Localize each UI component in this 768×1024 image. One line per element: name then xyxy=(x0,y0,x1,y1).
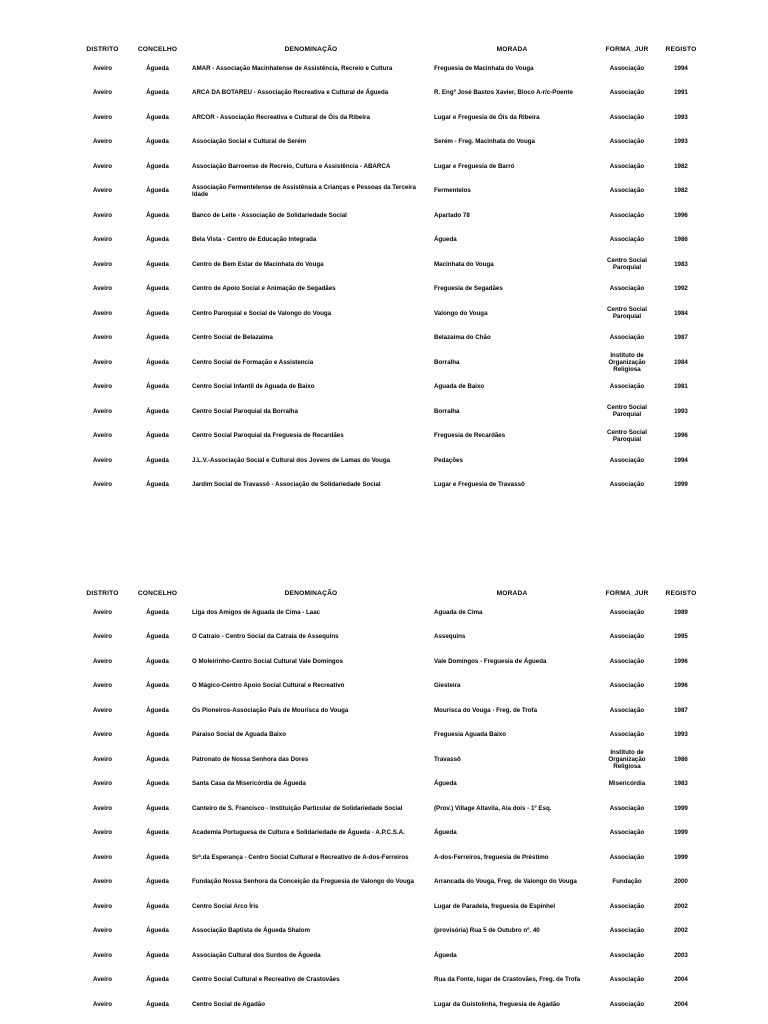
cell-morada: Giesteira xyxy=(434,682,461,690)
cell-denominacao: Centro Social de Agadão xyxy=(192,1000,266,1008)
cell-concelho: Águeda xyxy=(146,187,169,195)
cell-concelho: Águeda xyxy=(146,633,169,641)
table-header xyxy=(80,42,700,56)
cell-forma-jur: Centro Social Paroquial xyxy=(607,306,647,321)
cell-distrito: Aveiro xyxy=(92,755,113,763)
cell-concelho: Águeda xyxy=(146,334,169,342)
cell-concelho: Águeda xyxy=(146,211,169,219)
cell-forma-jur: Associação xyxy=(609,64,645,72)
cell-morada: Arrancada do Vouga, Freg. de Valongo do Vouga xyxy=(434,878,577,886)
cell-registo: 1987 xyxy=(674,706,688,714)
header-denominacao: DENOMINAÇÃO xyxy=(284,589,338,597)
cell-morada: Mourisca do Vouga - Freg. de Trofa xyxy=(434,706,538,714)
cell-morada: Freguesia de Recardães xyxy=(434,432,506,440)
cell-concelho: Águeda xyxy=(146,407,169,415)
cell-concelho: Águeda xyxy=(146,138,169,146)
cell-forma-jur: Associação xyxy=(609,383,645,391)
cell-registo: 1984 xyxy=(674,309,688,317)
cell-registo: 1991 xyxy=(674,89,688,97)
cell-morada: Belazaima do Chão xyxy=(434,334,491,342)
cell-denominacao: AMAR - Associação Macinhatense de Assistência, Recreio e Cultura xyxy=(192,64,393,72)
cell-distrito: Aveiro xyxy=(92,829,113,837)
cell-forma-jur: Instituto de Organização Religiosa xyxy=(608,351,646,373)
cell-distrito: Aveiro xyxy=(92,951,113,959)
table-row xyxy=(80,252,700,277)
cell-distrito: Aveiro xyxy=(92,853,113,861)
cell-morada: Apartado 78 xyxy=(434,211,470,219)
cell-distrito: Aveiro xyxy=(92,780,113,788)
cell-concelho: Águeda xyxy=(146,780,169,788)
cell-forma-jur: Centro Social Paroquial xyxy=(607,428,647,443)
cell-morada: Freguesia de Macinhata do Vouga xyxy=(434,64,534,72)
cell-concelho: Águeda xyxy=(146,285,169,293)
table-row xyxy=(80,203,700,228)
cell-distrito: Aveiro xyxy=(92,89,113,97)
cell-distrito: Aveiro xyxy=(92,260,113,268)
cell-concelho: Águeda xyxy=(146,113,169,121)
table-row xyxy=(80,919,700,944)
cell-morada: Rua da Fonte, lugar de Crastovães, Freg. de Trofa xyxy=(434,976,581,984)
cell-registo: 1993 xyxy=(674,731,688,739)
cell-forma-jur: Associação xyxy=(609,1000,645,1008)
cell-denominacao: Centro Social Paroquial da Borralha xyxy=(192,407,298,415)
cell-concelho: Águeda xyxy=(146,309,169,317)
cell-denominacao: Associação Baptista de Águeda Shalom xyxy=(192,927,310,935)
cell-denominacao: Centro de Bem Estar de Macinhata do Vouga xyxy=(192,260,324,268)
cell-forma-jur: Associação xyxy=(609,211,645,219)
cell-denominacao: O Mágico-Centro Apoio Social Cultural e Recreativo xyxy=(192,682,345,690)
cell-denominacao: Patronato de Nossa Senhora das Dores xyxy=(192,755,309,763)
cell-forma-jur: Associação xyxy=(609,927,645,935)
cell-registo: 1996 xyxy=(674,432,688,440)
table-row xyxy=(80,649,700,674)
table-row xyxy=(80,894,700,919)
cell-registo: 1987 xyxy=(674,334,688,342)
cell-denominacao: Banco de Leite - Associação de Solidariedade Social xyxy=(192,211,347,219)
table-row xyxy=(80,56,700,81)
cell-morada: Águeda xyxy=(434,236,457,244)
cell-denominacao: Canteiro de S. Francisco - Instituição Particular de Solidariedade Social xyxy=(192,804,403,812)
cell-denominacao: Centro Social Infantil de Aguada de Baixo xyxy=(192,383,315,391)
cell-distrito: Aveiro xyxy=(92,878,113,886)
cell-registo: 1986 xyxy=(674,755,688,763)
cell-forma-jur: Centro Social Paroquial xyxy=(607,257,647,272)
cell-concelho: Águeda xyxy=(146,878,169,886)
cell-morada: Freguesia Aguada Baixo xyxy=(434,731,506,739)
cell-forma-jur: Centro Social Paroquial xyxy=(607,404,647,419)
cell-concelho: Águeda xyxy=(146,927,169,935)
cell-forma-jur: Associação xyxy=(609,236,645,244)
cell-morada: Vale Domingos - Freguesia de Águeda xyxy=(434,657,547,665)
cell-distrito: Aveiro xyxy=(92,236,113,244)
table-row xyxy=(80,154,700,179)
table-row xyxy=(80,228,700,253)
cell-distrito: Aveiro xyxy=(92,902,113,910)
cell-denominacao: Centro Paroquial e Social de Valongo do Vouga xyxy=(192,309,332,317)
cell-registo: 1982 xyxy=(674,187,688,195)
cell-distrito: Aveiro xyxy=(92,64,113,72)
table-row xyxy=(80,992,700,1017)
cell-concelho: Águeda xyxy=(146,456,169,464)
cell-registo: 1996 xyxy=(674,657,688,665)
cell-denominacao: Centro Social Cultural e Recreativo de Crastovães xyxy=(192,976,340,984)
cell-forma-jur: Associação xyxy=(609,951,645,959)
cell-denominacao: Jardim Social de Travassô - Associação de Solidariedade Social xyxy=(192,481,381,489)
table-row xyxy=(80,821,700,846)
header-row xyxy=(80,586,700,600)
table-row xyxy=(80,723,700,748)
table-row xyxy=(80,870,700,895)
table-row xyxy=(80,845,700,870)
cell-forma-jur: Associação xyxy=(609,162,645,170)
cell-registo: 1999 xyxy=(674,481,688,489)
cell-distrito: Aveiro xyxy=(92,358,113,366)
cell-denominacao: Santa Casa da Misericórdia de Águeda xyxy=(192,780,306,788)
cell-registo: 1993 xyxy=(674,407,688,415)
table-body xyxy=(80,600,700,1017)
cell-concelho: Águeda xyxy=(146,608,169,616)
cell-distrito: Aveiro xyxy=(92,334,113,342)
cell-distrito: Aveiro xyxy=(92,456,113,464)
table-row xyxy=(80,81,700,106)
header-denominacao: DENOMINAÇÃO xyxy=(284,45,338,53)
cell-concelho: Águeda xyxy=(146,976,169,984)
cell-morada: Serém - Freg. Macinhata do Vouga xyxy=(434,138,535,146)
cell-forma-jur: Associação xyxy=(609,829,645,837)
cell-denominacao: Bela Vista - Centro de Educação Integrada xyxy=(192,236,317,244)
cell-forma-jur: Associação xyxy=(609,902,645,910)
cell-forma-jur: Misericórdia xyxy=(608,780,646,788)
table-header xyxy=(80,586,700,600)
cell-concelho: Águeda xyxy=(146,682,169,690)
cell-distrito: Aveiro xyxy=(92,187,113,195)
cell-concelho: Águeda xyxy=(146,358,169,366)
cell-morada: Aguada de Cima xyxy=(434,608,483,616)
cell-denominacao: Academia Portuguesa de Cultura e Solidariedade de Águeda - A.P.C.S.A. xyxy=(192,829,405,837)
cell-registo: 1993 xyxy=(674,113,688,121)
cell-forma-jur: Fundação xyxy=(612,878,642,886)
cell-morada: Macinhata do Vouga xyxy=(434,260,494,268)
cell-morada: Lugar da Guistolinha, freguesia de Agadão xyxy=(434,1000,560,1008)
cell-morada: Borralha xyxy=(434,407,460,415)
cell-forma-jur: Associação xyxy=(609,481,645,489)
cell-morada: R. Engº José Bastos Xavier, Bloco A-r/c-Poente xyxy=(434,89,573,97)
cell-registo: 1984 xyxy=(674,358,688,366)
cell-morada: Travassô xyxy=(434,755,461,763)
cell-registo: 2004 xyxy=(674,976,688,984)
cell-morada: Borralha xyxy=(434,358,460,366)
cell-morada: Fermentelos xyxy=(434,187,471,195)
cell-forma-jur: Associação xyxy=(609,334,645,342)
cell-morada: Freguesia de Segadães xyxy=(434,285,503,293)
header-concelho: CONCELHO xyxy=(137,45,178,53)
cell-concelho: Águeda xyxy=(146,829,169,837)
cell-forma-jur: Associação xyxy=(609,853,645,861)
cell-registo: 1996 xyxy=(674,682,688,690)
cell-morada: Águeda xyxy=(434,951,457,959)
cell-distrito: Aveiro xyxy=(92,162,113,170)
cell-morada: Lugar e Freguesia de Óis da Ribeira xyxy=(434,113,540,121)
cell-registo: 1986 xyxy=(674,236,688,244)
cell-distrito: Aveiro xyxy=(92,481,113,489)
cell-registo: 1983 xyxy=(674,260,688,268)
cell-registo: 2002 xyxy=(674,902,688,910)
header-morada: MORADA xyxy=(496,589,528,597)
cell-registo: 2000 xyxy=(674,878,688,886)
table-row xyxy=(80,968,700,993)
header-registo: REGISTO xyxy=(665,45,697,53)
header-distrito: DISTRITO xyxy=(86,45,119,53)
cell-distrito: Aveiro xyxy=(92,432,113,440)
cell-morada: (provisória) Rua 5 de Outubro nº. 40 xyxy=(434,927,540,935)
cell-registo: 2002 xyxy=(674,927,688,935)
header-forma-jur: FORMA_JUR xyxy=(605,45,649,53)
cell-forma-jur: Associação xyxy=(609,138,645,146)
cell-registo: 1996 xyxy=(674,211,688,219)
cell-denominacao: ARCOR - Associação Recreativa e Cultural de Óis da Ribeira xyxy=(192,113,370,121)
cell-distrito: Aveiro xyxy=(92,113,113,121)
cell-forma-jur: Associação xyxy=(609,804,645,812)
table-row xyxy=(80,943,700,968)
cell-forma-jur: Associação xyxy=(609,456,645,464)
cell-morada: Valongo do Vouga xyxy=(434,309,488,317)
cell-morada: Aguada de Baixo xyxy=(434,383,485,391)
cell-distrito: Aveiro xyxy=(92,706,113,714)
table-row xyxy=(80,600,700,625)
cell-registo: 1992 xyxy=(674,285,688,293)
header-row xyxy=(80,42,700,56)
table-row xyxy=(80,698,700,723)
cell-morada: Lugar e Freguesia de Travassô xyxy=(434,481,525,489)
cell-concelho: Águeda xyxy=(146,162,169,170)
cell-concelho: Águeda xyxy=(146,64,169,72)
cell-concelho: Águeda xyxy=(146,902,169,910)
cell-denominacao: J.L.V.-Associação Social e Cultural dos Jovens de Lamas do Vouga xyxy=(192,456,391,464)
cell-denominacao: O Moleirinho-Centro Social Cultural Vale Domingos xyxy=(192,657,343,665)
cell-concelho: Águeda xyxy=(146,1000,169,1008)
header-forma-jur: FORMA_JUR xyxy=(605,589,649,597)
header-concelho: CONCELHO xyxy=(137,589,178,597)
cell-denominacao: Os Pioneiros-Associação Pais de Mourisca do Vouga xyxy=(192,706,349,714)
cell-distrito: Aveiro xyxy=(92,407,113,415)
cell-distrito: Aveiro xyxy=(92,608,113,616)
table-row xyxy=(80,796,700,821)
table-row xyxy=(80,375,700,400)
cell-denominacao: Fundação Nossa Senhora da Conceição da Freguesia de Valongo do Vouga xyxy=(192,878,414,886)
cell-denominacao: Associação Cultural dos Surdos de Águeda xyxy=(192,951,321,959)
cell-forma-jur: Instituto de Organização Religiosa xyxy=(608,748,646,770)
cell-distrito: Aveiro xyxy=(92,309,113,317)
cell-forma-jur: Associação xyxy=(609,731,645,739)
cell-denominacao: Srª.da Esperança - Centro Social Cultural e Recreativo de A-dos-Ferreiros xyxy=(192,853,409,861)
cell-registo: 1999 xyxy=(674,829,688,837)
cell-registo: 1994 xyxy=(674,456,688,464)
cell-morada: Pedações xyxy=(434,456,463,464)
cell-forma-jur: Associação xyxy=(609,187,645,195)
table-row xyxy=(80,674,700,699)
cell-distrito: Aveiro xyxy=(92,285,113,293)
table-row xyxy=(80,424,700,449)
table-row xyxy=(80,105,700,130)
cell-denominacao: O Catraio - Centro Social da Catraia de Assequins xyxy=(192,633,339,641)
cell-concelho: Águeda xyxy=(146,731,169,739)
cell-concelho: Águeda xyxy=(146,383,169,391)
cell-morada: Lugar de Paradela, freguesia de Espinhel xyxy=(434,902,556,910)
cell-morada: A-dos-Ferreiros, freguesia de Préstimo xyxy=(434,853,549,861)
header-distrito: DISTRITO xyxy=(86,589,119,597)
table-row xyxy=(80,473,700,498)
cell-forma-jur: Associação xyxy=(609,682,645,690)
cell-denominacao: Centro de Apoio Social e Animação de Segadães xyxy=(192,285,336,293)
cell-registo: 1983 xyxy=(674,780,688,788)
cell-denominacao: Associação Fermentelense de Assistênsia a Crianças e Pessoas da Terceira Idade xyxy=(192,183,416,198)
cell-concelho: Águeda xyxy=(146,853,169,861)
cell-morada: Águeda xyxy=(434,829,457,837)
table-row xyxy=(80,179,700,204)
cell-concelho: Águeda xyxy=(146,951,169,959)
cell-distrito: Aveiro xyxy=(92,633,113,641)
header-morada: MORADA xyxy=(496,45,528,53)
cell-distrito: Aveiro xyxy=(92,927,113,935)
cell-denominacao: Centro Social de Formação e Assistencia xyxy=(192,358,314,366)
cell-registo: 1999 xyxy=(674,853,688,861)
cell-registo: 1994 xyxy=(674,64,688,72)
cell-distrito: Aveiro xyxy=(92,211,113,219)
table-row xyxy=(80,772,700,797)
cell-forma-jur: Associação xyxy=(609,633,645,641)
cell-forma-jur: Associação xyxy=(609,706,645,714)
cell-morada: Águeda xyxy=(434,780,457,788)
cell-distrito: Aveiro xyxy=(92,804,113,812)
institutions-table-1 xyxy=(80,42,700,497)
cell-forma-jur: Associação xyxy=(609,657,645,665)
cell-registo: 2004 xyxy=(674,1000,688,1008)
cell-concelho: Águeda xyxy=(146,657,169,665)
cell-concelho: Águeda xyxy=(146,804,169,812)
cell-morada: Lugar e Freguesia de Barró xyxy=(434,162,515,170)
cell-denominacao: Centro Social Arco Íris xyxy=(192,902,259,910)
cell-forma-jur: Associação xyxy=(609,976,645,984)
cell-forma-jur: Associação xyxy=(609,89,645,97)
table-row xyxy=(80,277,700,302)
table-row xyxy=(80,625,700,650)
cell-distrito: Aveiro xyxy=(92,138,113,146)
cell-concelho: Águeda xyxy=(146,236,169,244)
table-row xyxy=(80,399,700,424)
cell-distrito: Aveiro xyxy=(92,976,113,984)
cell-morada: Assequins xyxy=(434,633,466,641)
cell-denominacao: ARCA DA BOTAREU - Associação Recreativa e Cultural de Águeda xyxy=(192,89,389,97)
institutions-table-2 xyxy=(80,586,700,1017)
cell-concelho: Águeda xyxy=(146,755,169,763)
table-row xyxy=(80,350,700,375)
cell-distrito: Aveiro xyxy=(92,731,113,739)
cell-concelho: Águeda xyxy=(146,89,169,97)
cell-registo: 1982 xyxy=(674,162,688,170)
cell-distrito: Aveiro xyxy=(92,682,113,690)
cell-registo: 1989 xyxy=(674,608,688,616)
cell-forma-jur: Associação xyxy=(609,608,645,616)
header-registo: REGISTO xyxy=(665,589,697,597)
cell-denominacao: Associação Social e Cultural de Serém xyxy=(192,138,307,146)
cell-denominacao: Centro Social Paroquial da Freguesia de Recardães xyxy=(192,432,344,440)
cell-denominacao: Liga dos Amigos de Aguada de Cima - Laac xyxy=(192,608,321,616)
table-row xyxy=(80,448,700,473)
table-row xyxy=(80,326,700,351)
cell-denominacao: Associação Barroense de Recreio, Cultura e Assistência - ABARCA xyxy=(192,162,391,170)
cell-denominacao: Centro Social de Belazaima xyxy=(192,334,273,342)
cell-registo: 1981 xyxy=(674,383,688,391)
cell-morada: (Prov.) Village Altavila, Ala dois - 1º Esq. xyxy=(434,804,552,812)
cell-distrito: Aveiro xyxy=(92,657,113,665)
table-body xyxy=(80,56,700,497)
table-row xyxy=(80,301,700,326)
cell-concelho: Águeda xyxy=(146,432,169,440)
cell-concelho: Águeda xyxy=(146,481,169,489)
cell-registo: 1993 xyxy=(674,138,688,146)
cell-registo: 1995 xyxy=(674,633,688,641)
cell-registo: 2003 xyxy=(674,951,688,959)
cell-registo: 1999 xyxy=(674,804,688,812)
cell-forma-jur: Associação xyxy=(609,113,645,121)
cell-concelho: Águeda xyxy=(146,706,169,714)
table-row xyxy=(80,747,700,772)
cell-distrito: Aveiro xyxy=(92,1000,113,1008)
cell-denominacao: Paraiso Social de Aguada Baixo xyxy=(192,731,286,739)
cell-forma-jur: Associação xyxy=(609,285,645,293)
cell-concelho: Águeda xyxy=(146,260,169,268)
table-row xyxy=(80,130,700,155)
cell-distrito: Aveiro xyxy=(92,383,113,391)
